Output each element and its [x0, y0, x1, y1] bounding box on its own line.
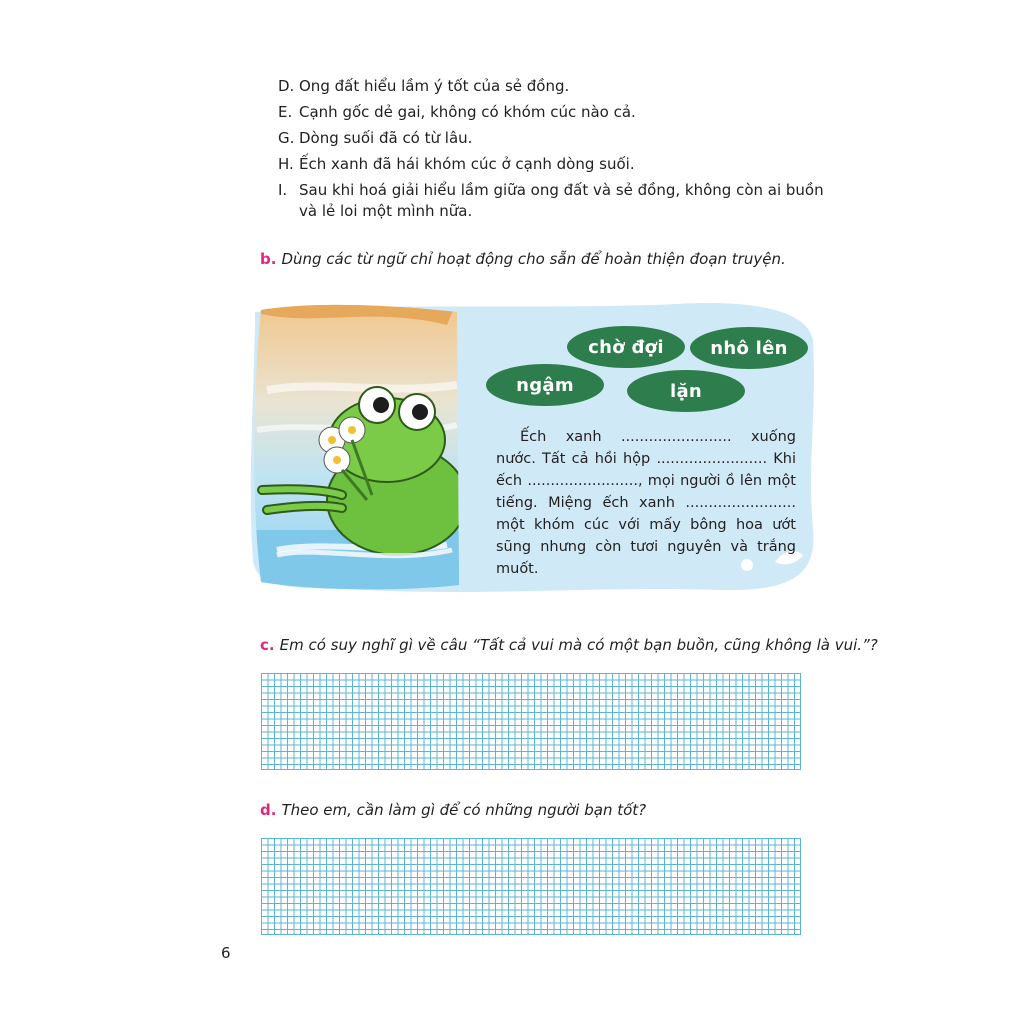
answer-grid-d[interactable] [261, 838, 801, 935]
option-letter: H. [278, 155, 294, 173]
question-b-label: b. [260, 250, 277, 268]
options-list [278, 76, 838, 227]
option-e [278, 102, 838, 123]
option-text: Ong đất hiểu lầm ý tốt của sẻ đồng. [299, 77, 570, 95]
question-c-label: c. [260, 636, 275, 654]
question-d-label: d. [260, 801, 277, 819]
question-d-text: Theo em, cần làm gì để có những người bạn tốt? [281, 801, 647, 819]
question-d [260, 801, 646, 819]
question-c [260, 636, 878, 654]
option-letter: I. [278, 181, 288, 199]
frog-scene [247, 300, 477, 595]
question-b-text: Dùng các từ ngữ chỉ hoạt động cho sẵn để hoàn thiện đoạn truyện. [281, 250, 786, 268]
option-i [278, 180, 838, 222]
option-g [278, 128, 838, 149]
option-letter: E. [278, 103, 293, 121]
word-pill-nho-len: nhô lên [690, 327, 808, 369]
answer-grid-c[interactable] [261, 673, 801, 770]
story-paragraph [496, 426, 796, 580]
option-d [278, 76, 838, 97]
word-pill-ngam: ngậm [486, 364, 604, 406]
question-c-text: Em có suy nghĩ gì về câu “Tất cả vui mà có một bạn buồn, cũng không là vui.”? [279, 636, 878, 654]
option-text: Dòng suối đã có từ lâu. [299, 129, 473, 147]
option-letter: G. [278, 129, 295, 147]
option-text: Sau khi hoá giải hiểu lầm giữa ong đất và sẻ đồng, không còn ai buồn và lẻ loi một mình nữa. [299, 181, 824, 220]
option-letter: D. [278, 77, 295, 95]
option-text: Cạnh gốc dẻ gai, không có khóm cúc nào cả. [299, 103, 636, 121]
word-pill-cho-doi: chờ đợi [567, 326, 685, 368]
story-text: Ếch xanh ........................ xuống nước. Tất cả hồi hộp ........................ Khi ếch ........................, mọi người ồ lên một tiếng. Miệng ếch xanh ........................ một khóm cúc với mấy bông hoa ướt sũng nhưng còn tươi nguyên và trắng muốt. [496, 429, 796, 577]
option-h [278, 154, 838, 175]
option-text: Ếch xanh đã hái khóm cúc ở cạnh dòng suối. [299, 155, 635, 173]
question-b [260, 250, 786, 268]
word-pill-lan: lặn [627, 370, 745, 412]
page-number: 6 [221, 944, 231, 962]
